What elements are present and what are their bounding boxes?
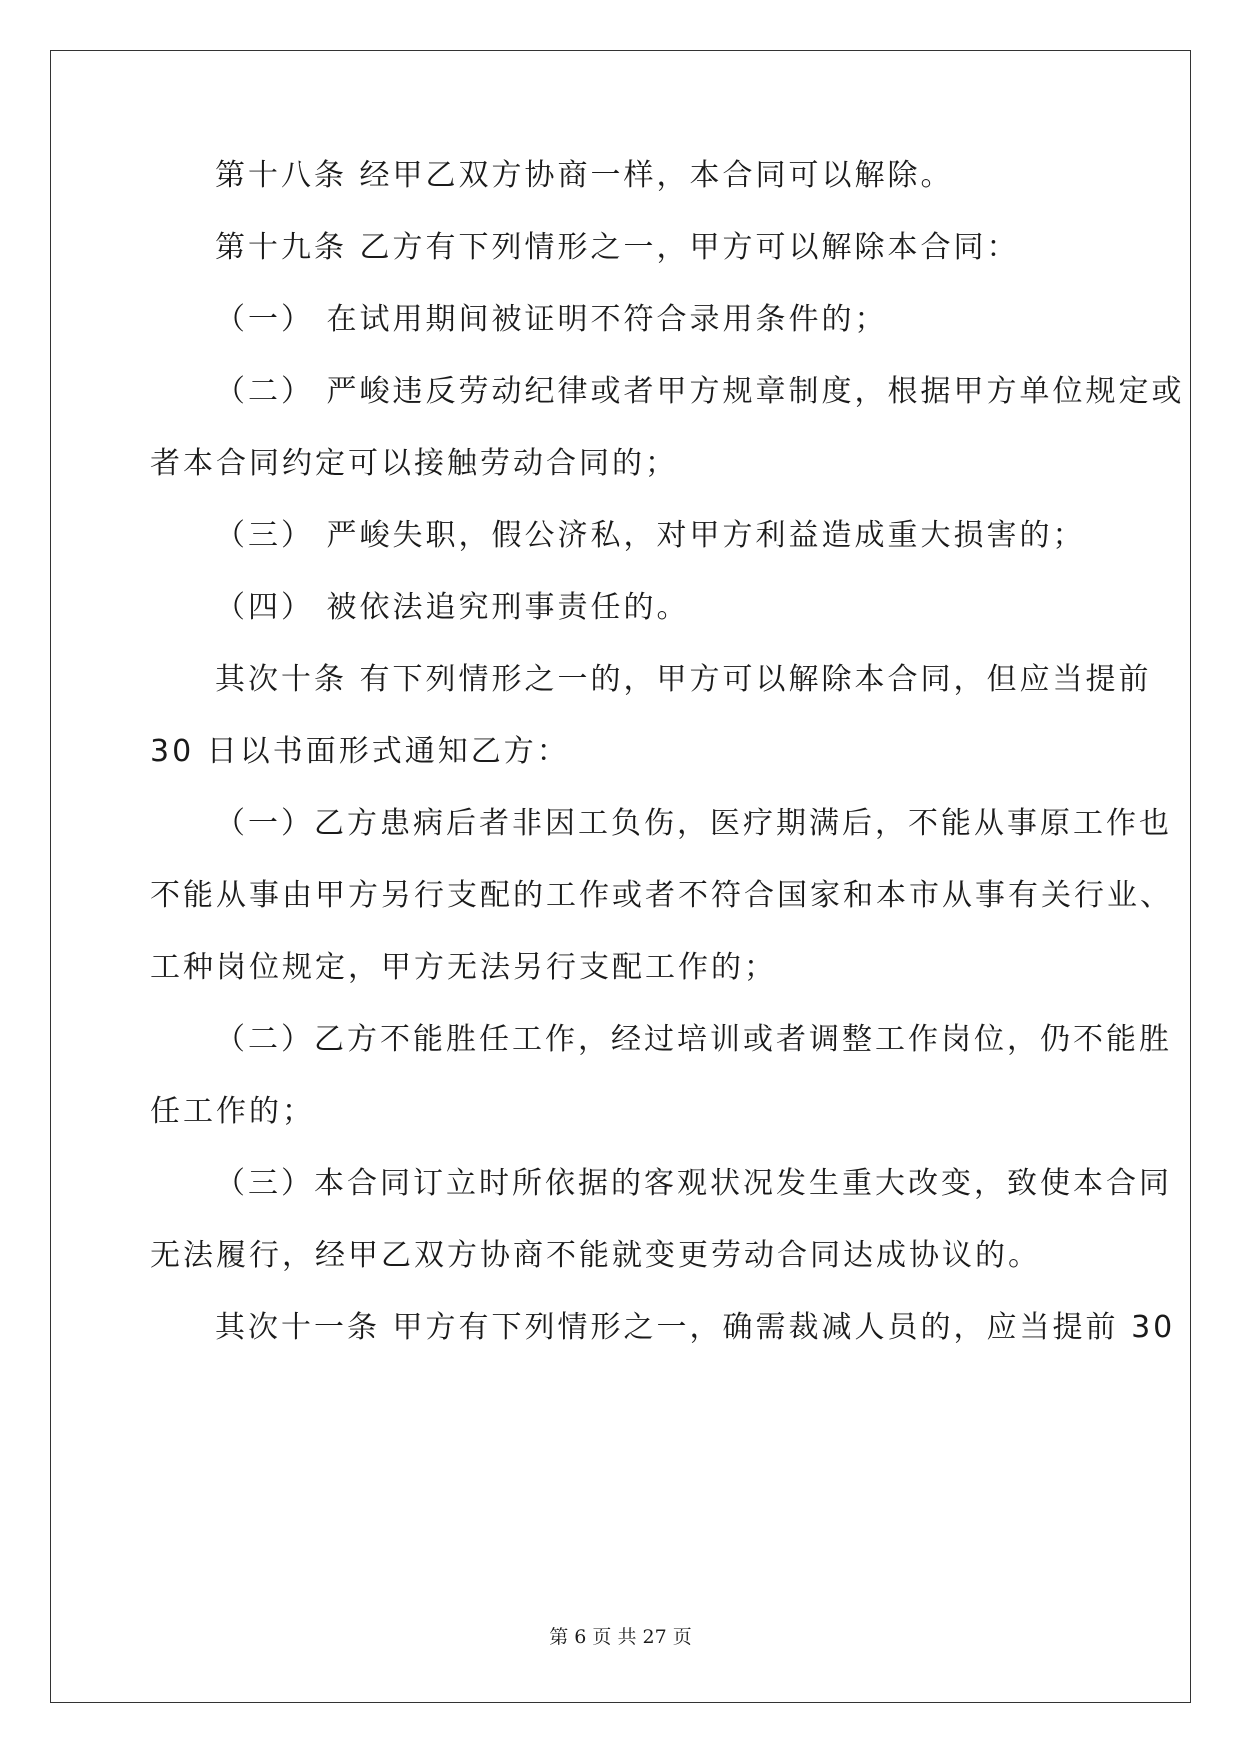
text-line: 30 日以书面形式通知乙方： <box>150 734 570 769</box>
text-line: （四） 被依法追究刑事责任的。 <box>215 590 690 625</box>
text-line: 其次十一条 甲方有下列情形之一，确需裁减人员的，应当提前 30 <box>215 1310 1176 1345</box>
text-line: 工种岗位规定，甲方无法另行支配工作的； <box>150 950 777 985</box>
text-line: 无法履行，经甲乙双方协商不能就变更劳动合同达成协议的。 <box>150 1238 1041 1273</box>
text-line: 其次十条 有下列情形之一的，甲方可以解除本合同，但应当提前 <box>215 662 1152 697</box>
text-line: （一）乙方患病后者非因工负伤，医疗期满后，不能从事原工作也 <box>215 806 1172 841</box>
text-line: 第十八条 经甲乙双方协商一样，本合同可以解除。 <box>215 158 954 193</box>
page-number-footer: 第 6 页 共 27 页 <box>549 1626 692 1648</box>
text-line: 任工作的； <box>150 1094 315 1129</box>
text-line: 者本合同约定可以接触劳动合同的； <box>150 446 678 481</box>
text-line: （二） 严峻违反劳动纪律或者甲方规章制度，根据甲方单位规定或 <box>215 374 1185 409</box>
text-line: （三）本合同订立时所依据的客观状况发生重大改变，致使本合同 <box>215 1166 1172 1201</box>
text-line: （一） 在试用期间被证明不符合录用条件的； <box>215 302 888 337</box>
text-line: 不能从事由甲方另行支配的工作或者不符合国家和本市从事有关行业、 <box>150 878 1173 913</box>
text-line: （二）乙方不能胜任工作，经过培训或者调整工作岗位，仍不能胜 <box>215 1022 1172 1057</box>
text-line: 第十九条 乙方有下列情形之一，甲方可以解除本合同： <box>215 230 1020 265</box>
text-line: （三） 严峻失职，假公济私，对甲方利益造成重大损害的； <box>215 518 1086 553</box>
